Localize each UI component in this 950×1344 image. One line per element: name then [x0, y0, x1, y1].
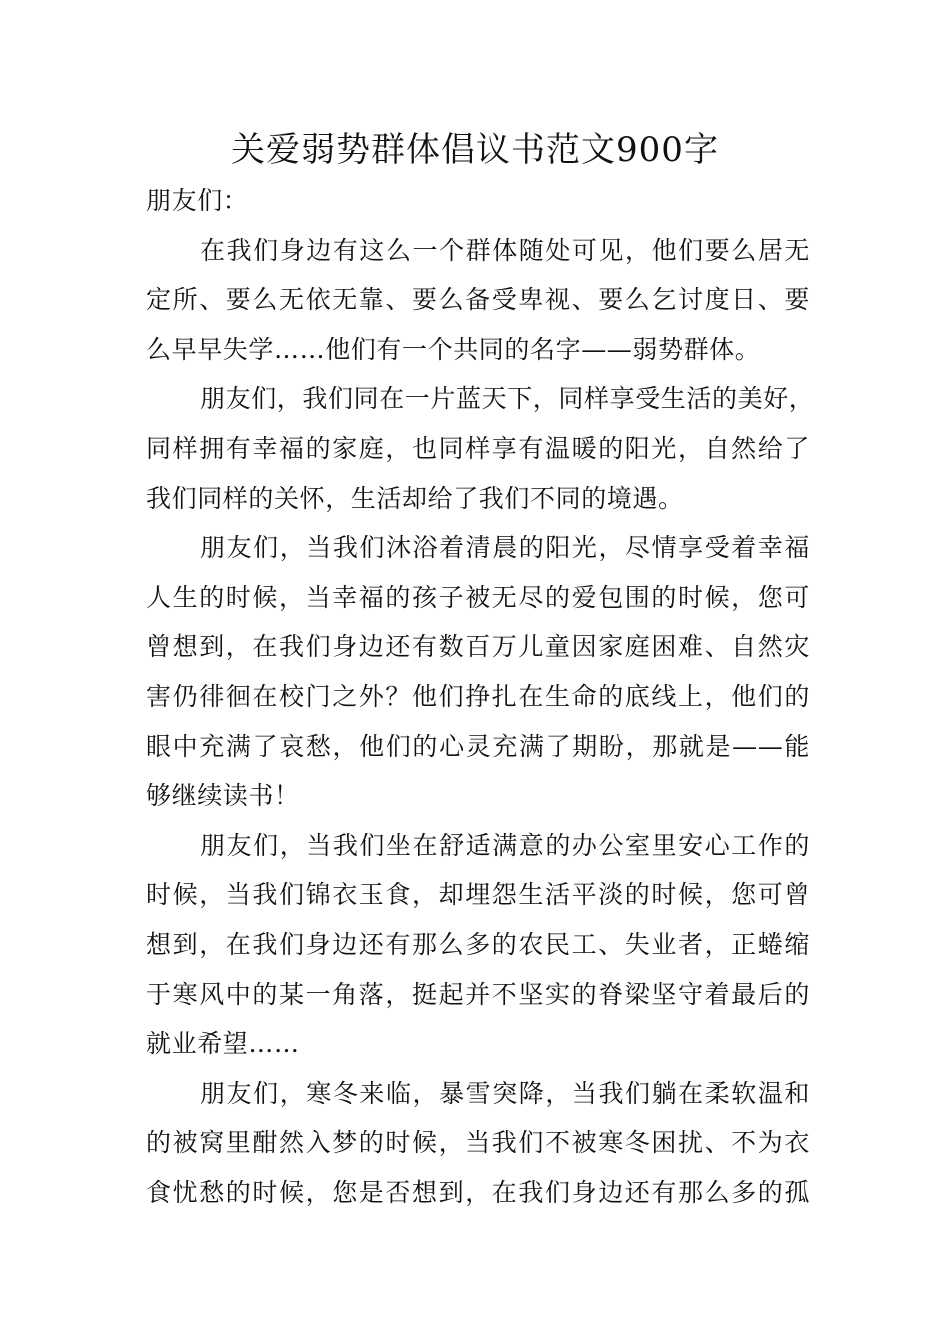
- text-line: 我们同样的关怀，生活却给了我们不同的境遇。: [146, 483, 684, 513]
- text-line: 食忧愁的时候，您是否想到，在我们身边还有那么多的孤: [146, 1177, 810, 1207]
- text-line: 的被窝里酣然入梦的时候，当我们不被寒冬困扰、不为衣: [146, 1128, 810, 1158]
- text-line: 够继续读书！: [146, 781, 300, 811]
- text-line: 朋友们：: [146, 186, 249, 215]
- text-line: 朋友们，当我们坐在舒适满意的办公室里安心工作的: [200, 830, 810, 860]
- text-line: 害仍徘徊在校门之外？他们挣扎在生命的底线上，他们的: [146, 681, 810, 711]
- text-line: 时候，当我们锦衣玉食，却埋怨生活平淡的时候，您可曾: [146, 880, 810, 910]
- text-line: 人生的时候，当幸福的孩子被无尽的爱包围的时候，您可: [146, 582, 810, 612]
- text-line: 眼中充满了哀愁，他们的心灵充满了期盼，那就是——能: [146, 731, 810, 761]
- text-line: 于寒风中的某一角落，挺起并不坚实的脊梁坚守着最后的: [146, 979, 810, 1009]
- text-line: 朋友们，我们同在一片蓝天下，同样享受生活的美好，: [200, 384, 815, 414]
- text-line: 就业希望……: [146, 1029, 300, 1059]
- text-line: 么早早失学……他们有一个共同的名字——弱势群体。: [146, 334, 761, 364]
- document-body: [146, 176, 815, 1217]
- text-line: 朋友们，寒冬来临，暴雪突降，当我们躺在柔软温和: [200, 1078, 810, 1108]
- document-title: 关爱弱势群体倡议书范文900字: [231, 130, 719, 170]
- text-line: 在我们身边有这么一个群体随处可见，他们要么居无: [200, 235, 810, 265]
- text-line: 定所、要么无依无靠、要么备受卑视、要么乞讨度日、要: [146, 285, 810, 315]
- text-line: 同样拥有幸福的家庭，也同样享有温暖的阳光，自然给了: [146, 433, 810, 463]
- text-line: 朋友们，当我们沐浴着清晨的阳光，尽情享受着幸福: [200, 533, 810, 563]
- text-line: 想到，在我们身边还有那么多的农民工、失业者，正蜷缩: [146, 929, 810, 959]
- text-line: 曾想到，在我们身边还有数百万儿童因家庭困难、自然灾: [146, 632, 810, 662]
